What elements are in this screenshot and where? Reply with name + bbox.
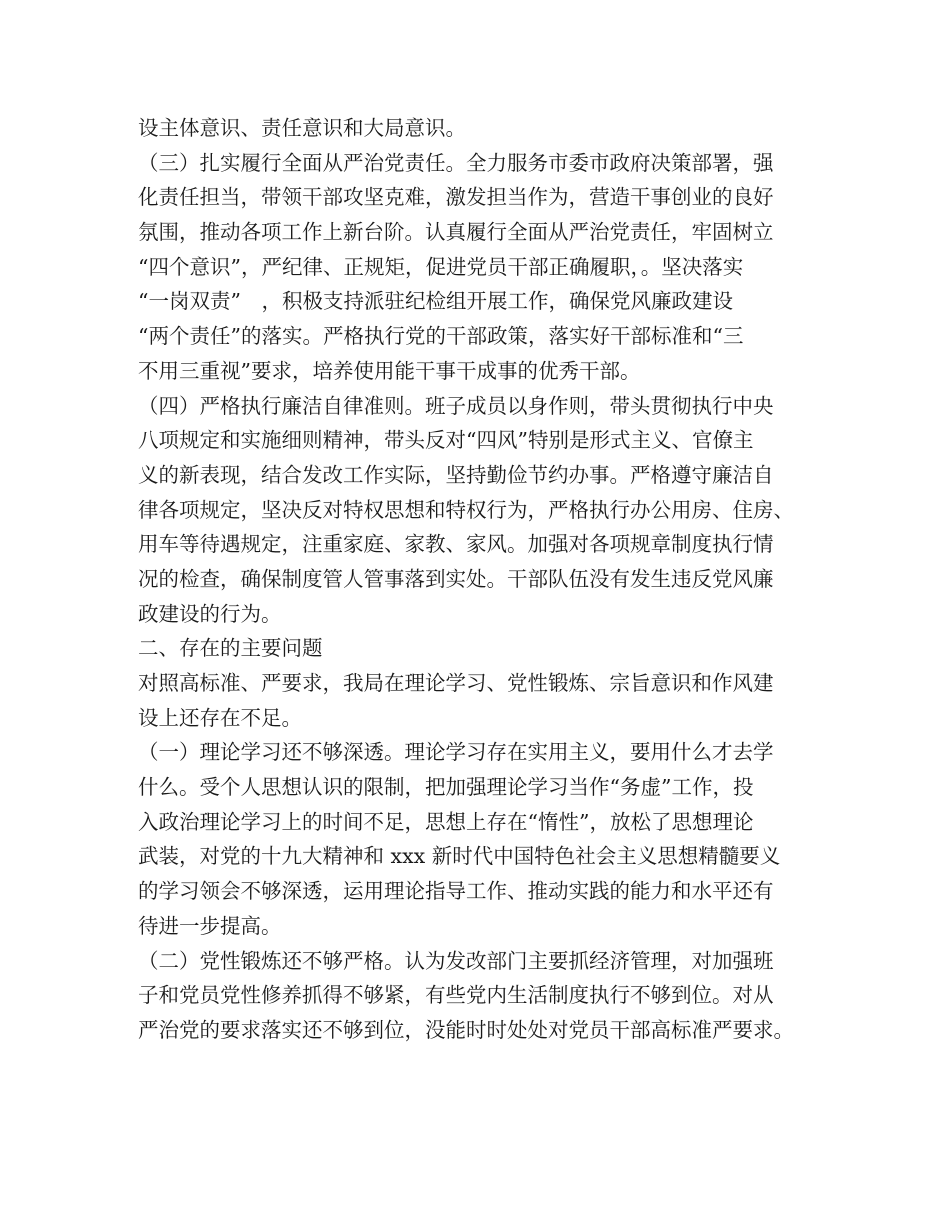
text-line: 入政治理论学习上的时间不足，思想上存在“惰性”，放松了思想理论 [138,809,754,834]
text-line: 化责任担当，带领干部攻坚克难，激发担当作为，营造干事创业的良好 [138,185,774,210]
section-heading-2: （二）党性锻炼还不够严格。认为发改部门主要抓经济管理，对加强班 [138,948,774,973]
text-line: 什么。受个人思想认识的限制，把加强理论学习当作“务虚”工作，投 [138,775,754,800]
section-heading-4: （四）严格执行廉洁自律准则。班子成员以身作则，带头贯彻执行中央 [138,393,774,418]
document-body [138,111,838,1048]
text-line: “四个意识”，严纪律、正规矩，促进党员干部正确履职，。坚决落实 [138,254,744,279]
text-line: 律各项规定，坚决反对特权思想和特权行为，严格执行办公用房、住房、 [138,497,794,522]
text-line: 对照高标准、严要求，我局在理论学习、党性锻炼、宗旨意识和作风建 [138,671,774,695]
text-line: 氛围，推动各项工作上新台阶。认真履行全面从严治党责任，牢固树立 [138,220,774,245]
section-heading-problems: 二、存在的主要问题 [138,636,323,661]
text-line: 子和党员党性修养抓得不够紧，有些党内生活制度执行不够到位。对从 [138,983,774,1008]
text-line: 严治党的要求落实还不够到位，没能时时处处对党员干部高标准严要求。 [138,1017,794,1042]
text-line: 用车等待遇规定，注重家庭、家教、家风。加强对各项规章制度执行情 [138,532,774,557]
text-line: 的学习领会不够深透，运用理论指导工作、推动实践的能力和水平还有 [138,879,774,904]
section-heading-1: （一）理论学习还不够深透。理论学习存在实用主义，要用什么才去学 [138,740,774,765]
text-line: 政建设的行为。 [138,601,282,626]
text-line: 况的检查，确保制度管人管事落到实处。干部队伍没有发生违反党风廉 [138,566,774,591]
text-line: 义的新表现，结合发改工作实际，坚持勤俭节约办事。严格遵守廉洁自 [138,462,774,487]
text-line: 设上还存在不足。 [138,705,302,730]
text-line: 设主体意识、责任意识和大局意识。 [138,116,466,140]
text-line: 不用三重视”要求，培养使用能干事干成事的优秀干部。 [138,358,641,383]
text-line: 八项规定和实施细则精神，带头反对“四风”特别是形式主义、官僚主 [138,428,754,453]
text-line: 待进一步提高。 [138,913,282,938]
text-line: “一岗双责” ，积极支持派驻纪检组开展工作，确保党风廉政建设 [138,289,733,314]
text-line: “两个责任”的落实。严格执行党的干部政策，落实好干部标准和“三 [138,324,744,349]
text-line: 武装，对党的十九大精神和 xxx 新时代中国特色社会主义思想精髓要义 [138,844,781,869]
section-heading-3: （三）扎实履行全面从严治党责任。全力服务市委市政府决策部署，强 [138,150,774,175]
